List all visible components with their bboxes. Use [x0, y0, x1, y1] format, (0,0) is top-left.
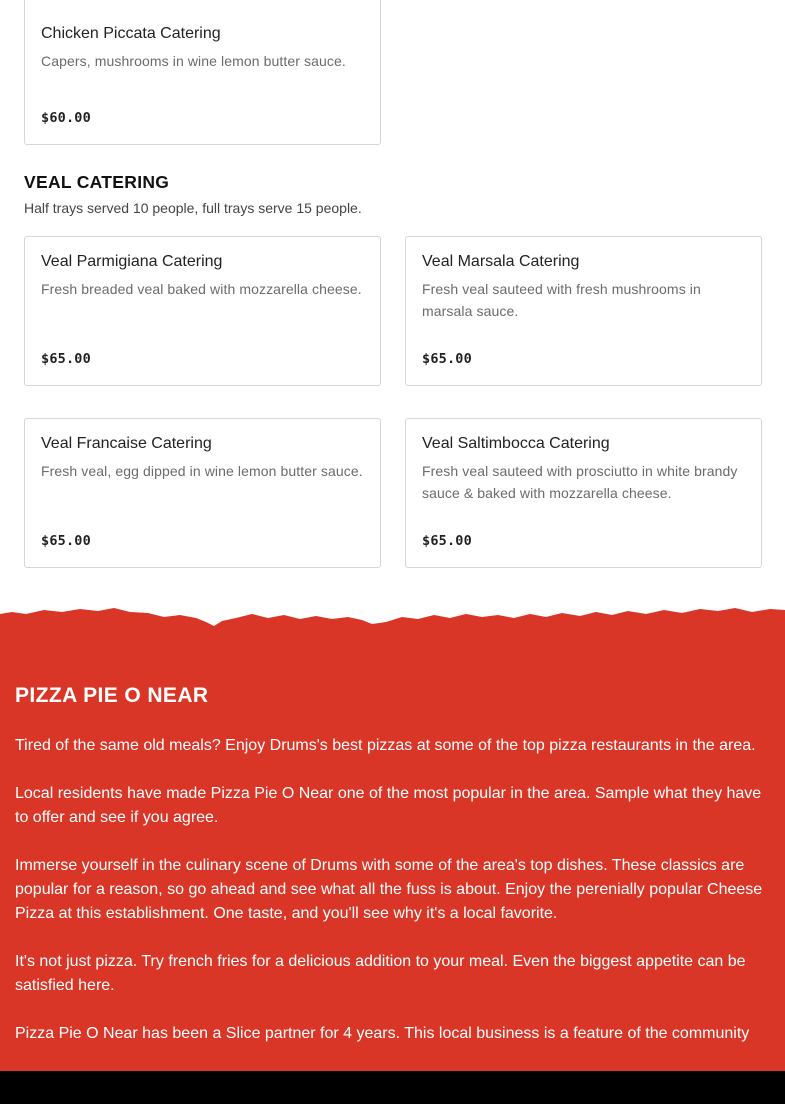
menu-item-name: Veal Saltimbocca Catering: [422, 435, 610, 452]
menu-item-description: Capers, mushrooms in wine lemon butter sauce.: [41, 53, 346, 69]
menu-item-price: $65.00: [41, 533, 91, 549]
menu-item-card[interactable]: [405, 418, 762, 568]
menu-item-card[interactable]: [24, 418, 381, 568]
menu-item-price: $65.00: [422, 533, 472, 549]
menu-item-card[interactable]: [24, 0, 381, 145]
menu-item-description: Fresh veal sauteed with prosciutto in white brandy sauce & baked with mozzarella cheese.: [422, 463, 738, 501]
menu-item-name: Chicken Piccata Catering: [41, 25, 221, 42]
about-paragraph: Pizza Pie O Near has been a Slice partner for 4 years. This local business is a feature of the community: [15, 1025, 750, 1042]
menu-item-description: Fresh veal sauteed with fresh mushrooms in marsala sauce.: [422, 281, 701, 319]
about-paragraph: Local residents have made Pizza Pie O Near one of the most popular in the area. Sample what they have to offer and see if you agree.: [15, 785, 762, 826]
menu-item-description: Fresh breaded veal baked with mozzarella cheese.: [41, 281, 362, 297]
menu-item-price: $60.00: [41, 110, 91, 126]
section-subtitle: Half trays served 10 people, full trays serve 15 people.: [24, 200, 362, 216]
about-paragraph: Immerse yourself in the culinary scene of Drums with some of the area's top dishes. These classics are popular for a reason, so go ahead and see what all the fuss is about. Enjoy the perenially popular Cheese Pizza at this establishment. One taste, and you'll see why it's a local favorite.: [15, 857, 763, 922]
menu-item-name: Veal Francaise Catering: [41, 435, 212, 452]
torn-edge-decoration: [0, 606, 785, 630]
menu-item-name: Veal Parmigiana Catering: [41, 253, 223, 270]
bottom-bar: [0, 1071, 785, 1104]
section-title: VEAL CATERING: [24, 172, 170, 192]
menu-item-price: $65.00: [41, 351, 91, 367]
about-section: [0, 606, 785, 1072]
menu-item-description: Fresh veal, egg dipped in wine lemon butter sauce.: [41, 463, 363, 479]
menu-item-card[interactable]: [405, 236, 762, 386]
menu-item-name: Veal Marsala Catering: [422, 253, 580, 270]
about-title: PIZZA PIE O NEAR: [15, 684, 209, 707]
about-paragraph: It's not just pizza. Try french fries for a delicious addition to your meal. Even the biggest appetite can be satisfied here.: [15, 953, 746, 994]
menu-item-card[interactable]: [24, 236, 381, 386]
menu-item-price: $65.00: [422, 351, 472, 367]
about-body: [15, 734, 775, 1070]
about-paragraph: Tired of the same old meals? Enjoy Drums's best pizzas at some of the top pizza restaurants in the area.: [15, 737, 756, 754]
